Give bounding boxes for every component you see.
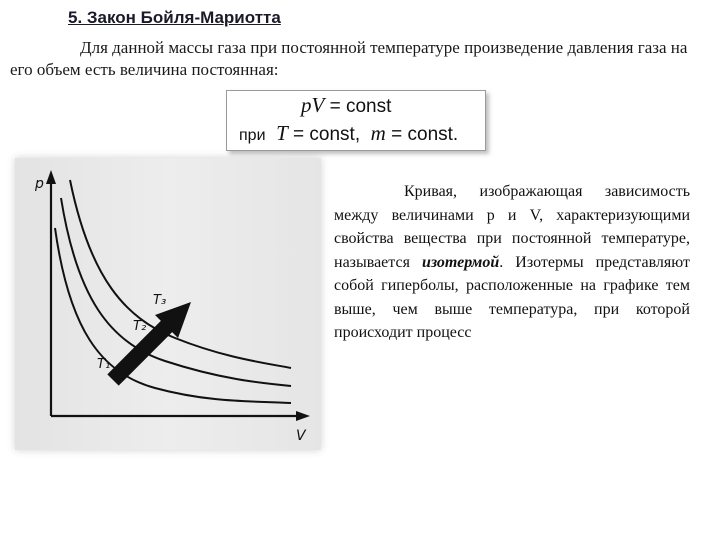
formula-line-2 (239, 121, 458, 146)
isotherm-t2 (61, 198, 291, 386)
formula-t: T (276, 121, 288, 145)
slide-heading: 5. Закон Бойля-Мариотта (68, 8, 281, 27)
formula-m: m (370, 121, 386, 145)
isotherm-graph (15, 158, 321, 450)
temperature-arrow (113, 302, 191, 380)
formula-line-1 (301, 93, 391, 118)
curve-label-t1: T₁ (97, 357, 111, 372)
description-term: изотермой (421, 253, 500, 271)
intro-paragraph: Для данной массы газа при постоянной температуре произведение давления газа на его объем есть величина постоянная: (10, 38, 688, 79)
formula-const-2: = const, (287, 124, 361, 145)
formula-box (226, 90, 486, 151)
x-axis-arrow (296, 411, 310, 421)
formula-pv: pV (301, 93, 325, 117)
description-paragraph (334, 180, 690, 345)
formula-const-3: = const. (385, 124, 459, 145)
y-axis-arrow (46, 170, 56, 184)
formula-const-1: = const (324, 96, 392, 117)
curve-label-t3: T₃ (153, 293, 167, 308)
description-part-1: Кривая, изображающая зависимость между величинами p и V, характеризующими свойства вещества при постоянной температуре, называется (334, 183, 690, 271)
isotherm-t3 (70, 180, 291, 368)
x-axis-label: V (296, 428, 306, 444)
formula-pri: при (239, 127, 266, 144)
description-part-2: . Изотермы представляют собой гиперболы, расположенные на графике тем выше, чем выше температура, при которой происходит процесс (334, 253, 691, 341)
isotherm-svg (15, 158, 321, 450)
curve-label-t2: T₂ (133, 319, 147, 334)
y-axis-label: p (35, 176, 44, 192)
